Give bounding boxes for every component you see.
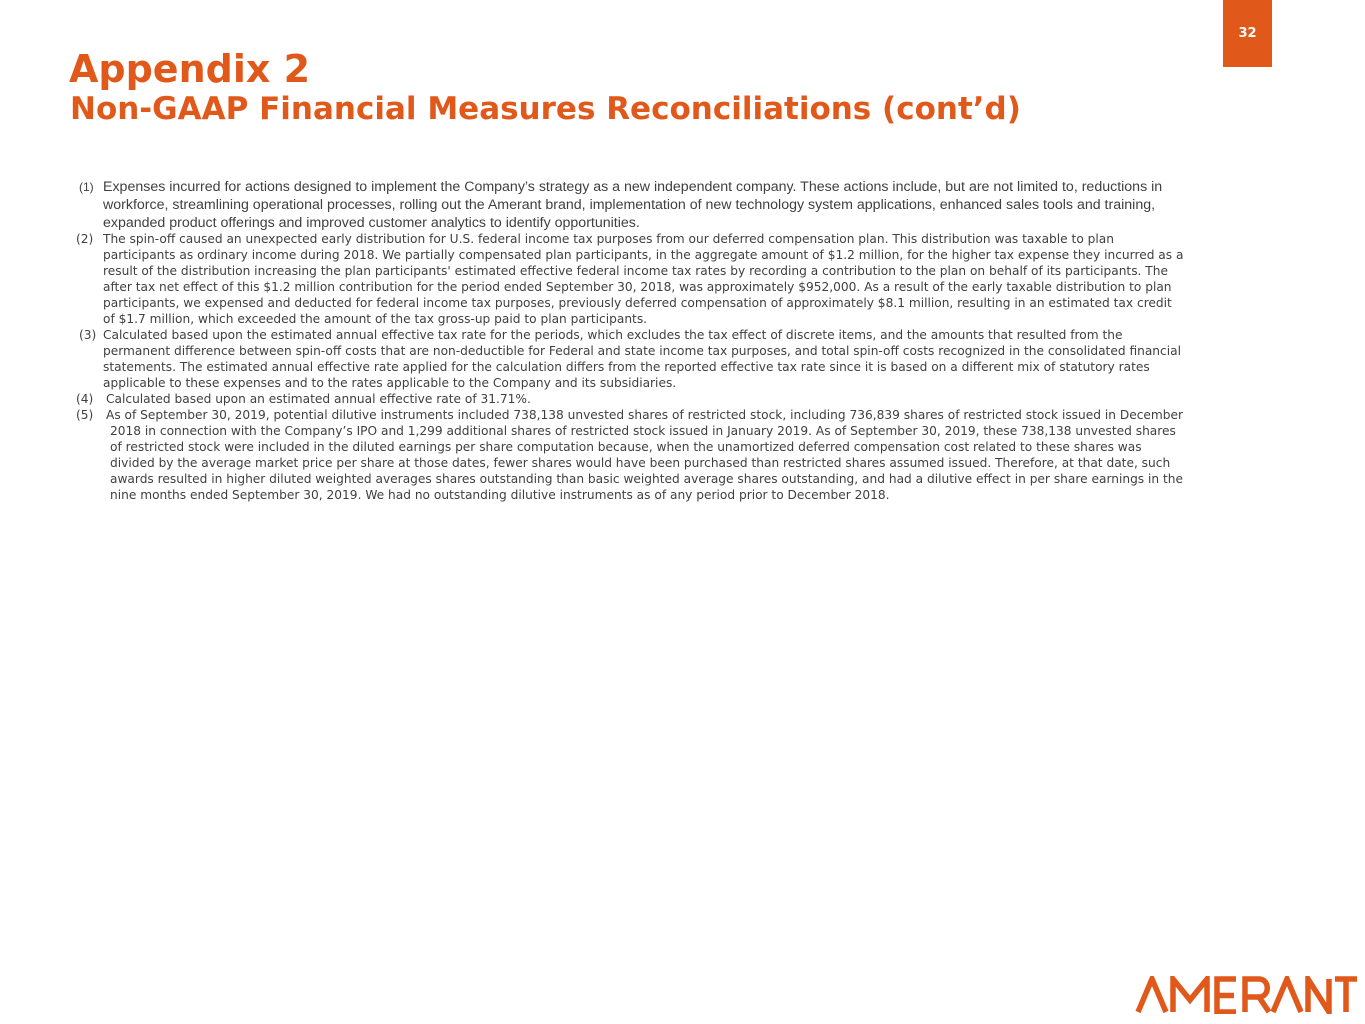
footnote-marker: (3) [79,328,97,342]
footnote-marker: (4) [76,392,94,406]
footnote-2 [76,231,1184,327]
page-number-badge [1223,0,1272,67]
footnote-line: 2018 in connection with the Company’s IPO and 1,299 additional shares of restricted stock issued in January 2019. As of September 30, 2019, these 738,138 unvested shares [110,424,1176,438]
footnote-marker: (2) [76,232,94,246]
footnote-marker: (1) [79,180,94,194]
footnote-line: of $1.7 million, which exceeded the amount of the tax gross-up paid to plan participants. [103,312,648,326]
footnote-line: participants, we expensed and deducted for federal income tax purposes, previously deferred compensation of approximately $8.1 million, resulting in an estimated tax credit [103,296,1172,310]
footnote-line: permanent difference between spin-off costs that are non-deductible for Federal and state income tax purposes, and total spin-off costs recognized in the consolidated financial [103,344,1181,358]
page-title: Appendix 2 [69,47,311,91]
page-subtitle: Non-GAAP Financial Measures Reconciliations (cont’d) [70,91,1021,127]
footnote-3 [79,327,1181,391]
footnote-line: Calculated based upon the estimated annual effective tax rate for the periods, which excludes the tax effect of discrete items, and the amounts that resulted from the [103,328,1123,342]
footnote-4 [76,391,531,407]
footnote-line: of restricted stock were included in the diluted earnings per share computation because, when the unamortized deferred compensation cost related to these shares was [110,440,1142,454]
footnote-line: result of the distribution increasing the plan participants' estimated effective federal income tax rates by recording a contribution to the plan on behalf of its participants. The [103,264,1168,278]
footnote-1 [79,178,1163,232]
footnote-line: statements. The estimated annual effective rate applied for the calculation differs from the reported effective tax rate since it is based on a different mix of statutory rates [103,360,1150,374]
page-number: 32 [1238,26,1257,41]
footnote-line: As of September 30, 2019, potential dilutive instruments included 738,138 unvested shares of restricted stock, including 736,839 shares of restricted stock issued in December [106,408,1184,422]
footnote-line: divided by the average market price per share at those dates, fewer shares would have been purchased than restricted shares assumed issued. Therefore, at that date, such [110,456,1171,470]
footnote-line: applicable to these expenses and to the rates applicable to the Company and its subsidiaries. [103,376,677,390]
amerant-logo [1135,976,1357,1014]
footnote-line: awards resulted in higher diluted weighted averages shares outstanding than basic weighted average shares outstanding, and had a dilutive effect in per share earnings in the [110,472,1184,486]
footnote-line: workforce, streamlining operational processes, rolling out the Amerant brand, implementation of new technology system applications, enhanced sales tools and training, [103,197,1156,213]
footnote-marker: (5) [76,408,94,422]
footnote-line: participants as ordinary income during 2018. We partially compensated plan participants, in the aggregate amount of $1.2 million, for the higher tax expense they incurred as a [103,248,1184,262]
footnote-line: nine months ended September 30, 2019. We had no outstanding dilutive instruments as of any period prior to December 2018. [110,488,890,502]
footnote-5 [76,407,1187,503]
footnote-line: expanded product offerings and improved customer analytics to identify opportunities. [103,215,640,231]
footnote-line: Calculated based upon an estimated annual effective rate of 31.71%. [106,392,531,406]
footnote-line: after tax net effect of this $1.2 million contribution for the period ended September 30, 2018, was approximately $952,000. As a result of the early taxable distribution to plan [103,280,1172,294]
footnote-line: Expenses incurred for actions designed to implement the Company’s strategy as a new independent company. These actions include, but are not limited to, reductions in [103,179,1163,195]
footnote-line: The spin-off caused an unexpected early distribution for U.S. federal income tax purposes from our deferred compensation plan. This distribution was taxable to plan [103,232,1114,246]
